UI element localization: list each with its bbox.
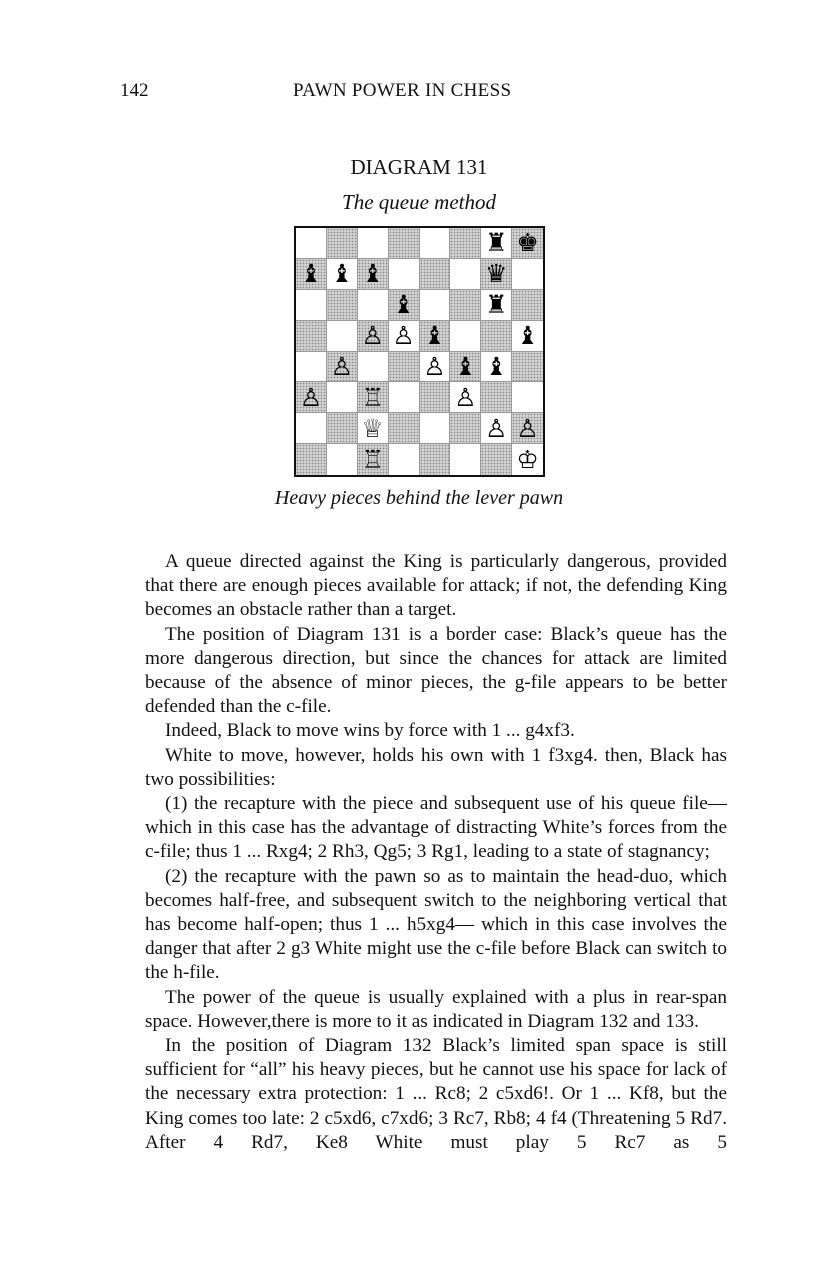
chess-piece: ♛	[484, 259, 508, 289]
chess-piece: ♝	[361, 259, 384, 289]
square-c4	[358, 352, 389, 383]
square-f8	[450, 228, 481, 259]
square-c2	[358, 413, 389, 444]
square-f7	[450, 259, 481, 290]
chess-piece: ♝	[454, 351, 477, 381]
square-b6	[327, 290, 358, 321]
square-d8	[389, 228, 420, 259]
square-b7	[327, 259, 358, 290]
square-e1	[420, 444, 451, 475]
square-f4	[450, 352, 481, 383]
square-f6	[450, 290, 481, 321]
square-a4	[296, 352, 327, 383]
square-c7	[358, 259, 389, 290]
square-h8	[512, 228, 543, 259]
square-c1	[358, 444, 389, 475]
square-d3	[389, 382, 420, 413]
square-g7	[481, 259, 512, 290]
square-g8	[481, 228, 512, 259]
square-h5	[512, 321, 543, 352]
square-d6	[389, 290, 420, 321]
square-e8	[420, 228, 451, 259]
chess-piece: ♝	[330, 259, 354, 289]
square-g5	[481, 321, 512, 352]
paragraph: In the position of Diagram 132 Black’s limited span space is still sufficient for “all” his heavy pieces, but he cannot use his space for lack of the necessary extra protection: 1 ... Rc8; 2 c5xd6!. Or 1 ... Kf8, but the King comes too late: 2 c5xd6, c7xd6; 3 Rc7, Rb8; 4 f4 (Threatening 5 Rd7. After 4 Rd7, Ke8 White must play 5 Rc7 as 5	[145, 1035, 727, 1153]
square-e5	[420, 321, 451, 352]
square-f5	[450, 321, 481, 352]
square-b5	[327, 321, 358, 352]
chess-piece: ♜	[484, 290, 508, 320]
square-c8	[358, 228, 389, 259]
square-g3	[481, 382, 512, 413]
chess-piece: ♚	[516, 228, 539, 258]
paragraph: (2) the recapture with the pawn so as to maintain the head-duo, which becomes half-free, and subsequent switch to the neighboring vertical that has become half-open; thus 1 ... h5xg4— which in this case involves the danger that after 2 g3 White might use the c-file before Black can switch to the h-file.	[145, 865, 727, 984]
page-number: 142	[120, 80, 149, 101]
square-a1	[296, 444, 327, 475]
chess-board	[294, 226, 545, 477]
chess-piece: ♝	[516, 321, 539, 351]
chess-piece: ♙	[516, 413, 539, 443]
square-a2	[296, 413, 327, 444]
square-b3	[327, 382, 358, 413]
square-g6	[481, 290, 512, 321]
paragraph: (1) the recapture with the piece and subsequent use of his queue file—which in this case has the advantage of distracting White’s forces from the c-file; thus 1 ... Rxg4; 2 Rh3, Qg5; 3 Rg1, leading to a state of stagnancy;	[145, 793, 727, 863]
chess-piece: ♙	[330, 351, 354, 381]
square-a5	[296, 321, 327, 352]
diagram-caption: Heavy pieces behind the lever pawn	[274, 487, 564, 509]
chess-piece: ♖	[361, 445, 384, 475]
square-a3	[296, 382, 327, 413]
square-a8	[296, 228, 327, 259]
square-c3	[358, 382, 389, 413]
square-f1	[450, 444, 481, 475]
square-f2	[450, 413, 481, 444]
chess-piece: ♕	[361, 413, 384, 443]
square-a6	[296, 290, 327, 321]
chess-piece: ♙	[454, 382, 477, 412]
square-h6	[512, 290, 543, 321]
chess-piece: ♜	[484, 228, 508, 258]
chess-piece: ♖	[361, 382, 384, 412]
square-d4	[389, 352, 420, 383]
square-d2	[389, 413, 420, 444]
square-e6	[420, 290, 451, 321]
chess-piece: ♝	[484, 351, 508, 381]
square-b1	[327, 444, 358, 475]
chess-piece: ♝	[392, 290, 415, 320]
square-d5	[389, 321, 420, 352]
square-b2	[327, 413, 358, 444]
chess-piece: ♙	[361, 321, 384, 351]
square-c5	[358, 321, 389, 352]
square-d7	[389, 259, 420, 290]
square-g2	[481, 413, 512, 444]
square-f3	[450, 382, 481, 413]
square-e7	[420, 259, 451, 290]
square-e3	[420, 382, 451, 413]
chess-piece: ♙	[484, 413, 508, 443]
paragraph: The position of Diagram 131 is a border case: Black’s queue has the more dangerous direction, but since the chances for attack are limited because of the absence of minor pieces, the g-file appears to be better defended than the c-file.	[145, 623, 727, 718]
square-e4	[420, 352, 451, 383]
square-g1	[481, 444, 512, 475]
square-h3	[512, 382, 543, 413]
chess-piece: ♝	[423, 321, 446, 351]
running-head: PAWN POWER IN CHESS	[293, 80, 512, 101]
chess-piece: ♝	[299, 259, 323, 289]
square-h1	[512, 444, 543, 475]
square-e2	[420, 413, 451, 444]
square-a7	[296, 259, 327, 290]
square-c6	[358, 290, 389, 321]
square-h7	[512, 259, 543, 290]
diagram-title: DIAGRAM 131	[350, 155, 488, 179]
paragraph: White to move, however, holds his own with 1 f3xg4. then, Black has two possibilities:	[145, 744, 727, 790]
chess-piece: ♙	[423, 351, 446, 381]
square-g4	[481, 352, 512, 383]
square-h4	[512, 352, 543, 383]
diagram-subtitle: The queue method	[342, 190, 496, 214]
paragraph: A queue directed against the King is particularly dangerous, provided that there are enough pieces available for attack; if not, the defending King becomes an obstacle rather than a target.	[145, 551, 727, 621]
chess-piece: ♙	[392, 321, 415, 351]
body-text	[145, 550, 727, 1155]
square-d1	[389, 444, 420, 475]
paragraph: The power of the queue is usually explained with a plus in rear-span space. However,there is more to it as indicated in Diagram 132 and 133.	[145, 986, 727, 1032]
square-b4	[327, 352, 358, 383]
chess-piece: ♙	[299, 382, 323, 412]
page-header	[120, 80, 740, 106]
chess-piece: ♔	[516, 445, 539, 475]
paragraph: Indeed, Black to move wins by force with 1 ... g4xf3.	[165, 720, 575, 742]
square-h2	[512, 413, 543, 444]
square-b8	[327, 228, 358, 259]
